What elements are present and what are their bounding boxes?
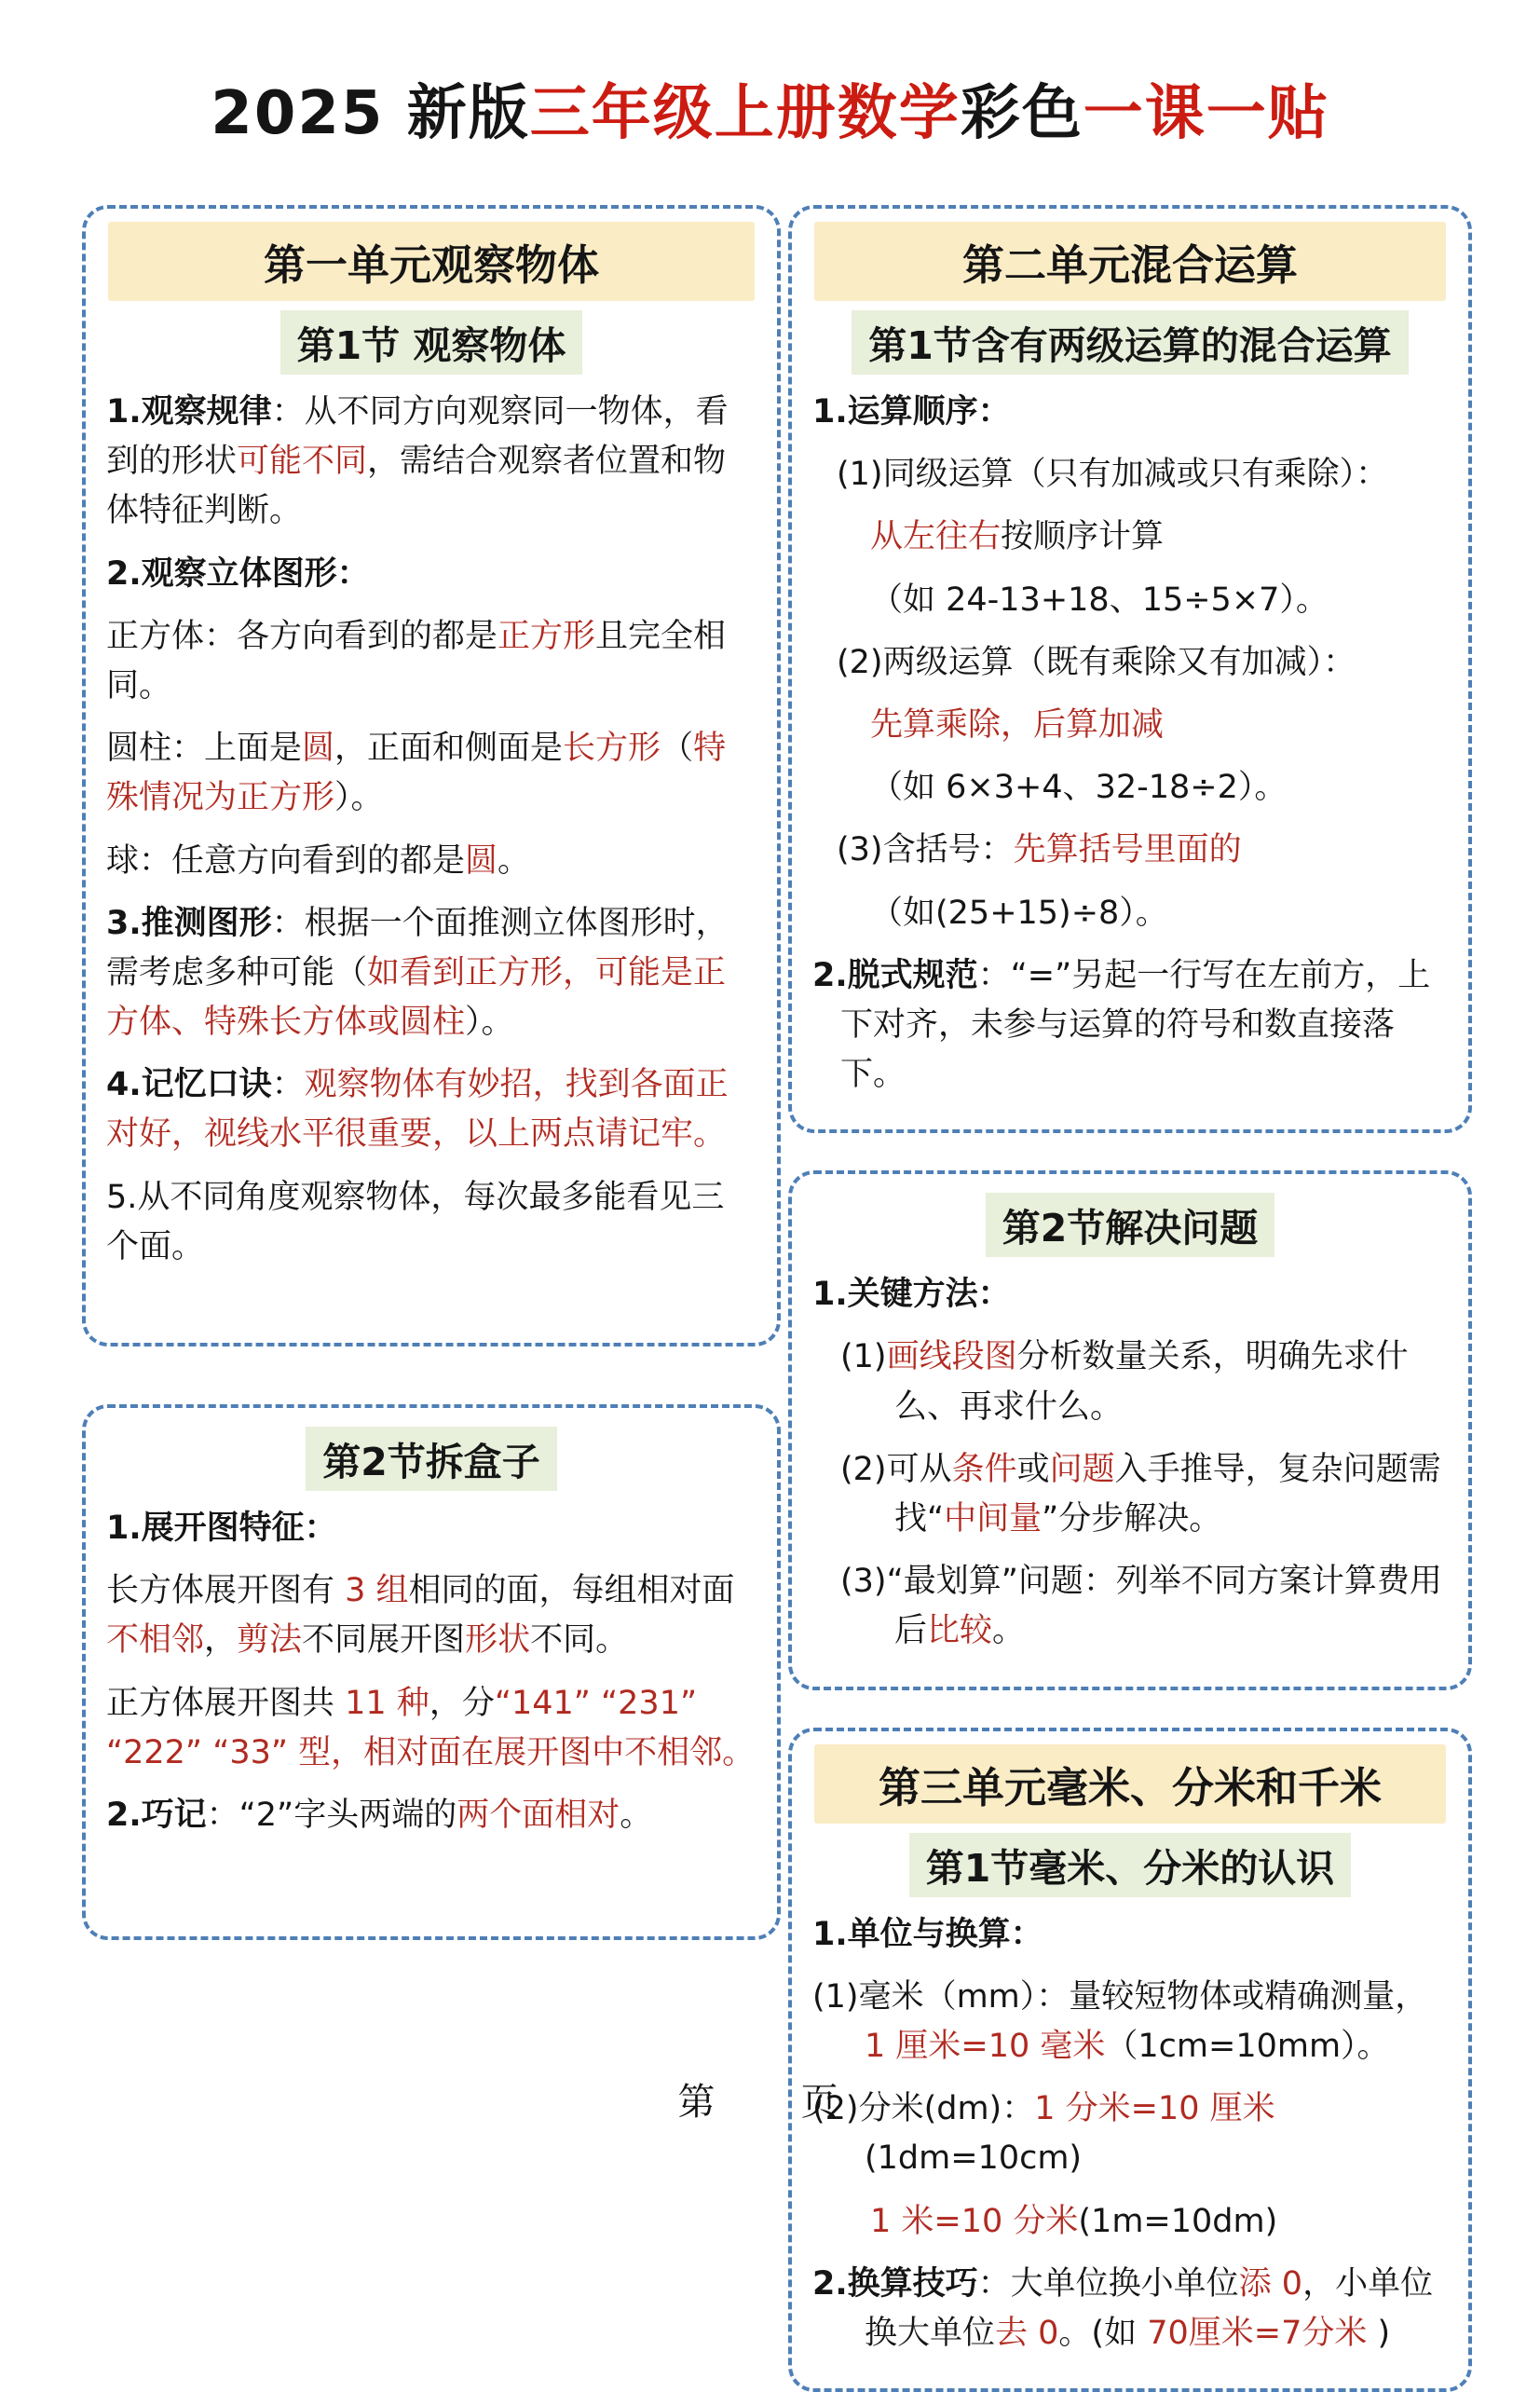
paragraph — [106, 1679, 756, 1778]
section-header-row — [106, 1427, 756, 1491]
text-run: (1m=10dm) — [1078, 2202, 1278, 2240]
text-run: 可能不同 — [237, 443, 368, 481]
paragraph — [106, 612, 756, 711]
paragraph — [812, 2197, 1448, 2247]
section-header: 第2节解决问题 — [986, 1193, 1275, 1257]
text-run: 1.单位与换算： — [812, 1915, 1043, 1953]
text-run: 1 分米=10 厘米 — [1034, 2090, 1275, 2128]
text-run: 。 — [620, 1796, 653, 1834]
text-run: ： — [271, 1066, 305, 1104]
text-run: 特殊情况为正方形 — [106, 730, 727, 817]
text-run: 彩色 — [960, 79, 1083, 148]
text-run: （如 24-13+18、15÷5×7）。 — [870, 581, 1329, 619]
unit-header: 第二单元混合运算 — [814, 222, 1446, 301]
paragraph — [812, 576, 1448, 625]
text-run: 1.观察规律 — [106, 393, 272, 431]
text-run: 11 种 — [345, 1684, 429, 1722]
paragraph — [812, 889, 1448, 938]
text-run: 2.脱式规范 — [812, 956, 978, 994]
paragraph — [106, 388, 756, 537]
text-run: 2.巧记 — [106, 1796, 207, 1834]
paragraph — [106, 837, 756, 886]
text-run: 圆 — [302, 730, 335, 768]
paragraph — [106, 550, 756, 599]
text-run: (1) — [840, 1338, 887, 1376]
text-run: 。(如 — [1058, 2314, 1148, 2352]
text-run: 1 厘米=10 毫米 — [865, 2027, 1106, 2065]
paragraph — [812, 1910, 1448, 1960]
text-run: 先算括号里面的 — [1013, 831, 1242, 869]
unit-box — [82, 205, 781, 1346]
left-column — [82, 205, 781, 1940]
text-run: (2)两级运算（既有乘除又有加减）： — [837, 643, 1356, 681]
text-run: ：根据一个面推测立体图形时，需考虑多种可能（ — [106, 904, 729, 991]
paragraph — [812, 826, 1448, 875]
text-run: 剪法 — [237, 1621, 303, 1660]
text-run: 问题 — [1049, 1450, 1115, 1488]
text-run: ）。 — [465, 1004, 514, 1042]
text-run: 中间量 — [944, 1500, 1043, 1538]
text-run: 去 0 — [995, 2314, 1059, 2352]
text-run: 。 — [497, 841, 531, 880]
text-run: (1)同级运算（只有加减或只有乘除）： — [837, 456, 1389, 494]
text-run: 分析数量关系，明确先求什么、再求什么。 — [894, 1338, 1409, 1426]
paragraph — [812, 1445, 1448, 1544]
text-run: ) — [1367, 2314, 1391, 2352]
text-run: 相同的面，每组相对面 — [408, 1572, 735, 1610]
text-run: 不相邻 — [106, 1621, 205, 1660]
text-run: ，需结合观察者位置和物体特征判断。 — [106, 443, 727, 530]
text-run: 1.展开图特征： — [106, 1510, 337, 1547]
text-run: 。 — [992, 1612, 1026, 1650]
unit-box — [788, 1170, 1472, 1689]
text-run: (2)可从 — [840, 1450, 952, 1488]
text-run: 球：任意方向看到的都是 — [106, 841, 466, 880]
section-header-row — [812, 1833, 1448, 1897]
text-run: 长方形 — [563, 730, 661, 768]
text-run: 正方体：各方向看到的都是 — [106, 617, 498, 655]
text-run: 5.从不同角度观察物体，每次最多能看见三个面。 — [106, 1178, 725, 1265]
text-run: 添 0 — [1238, 2264, 1303, 2303]
unit-box — [788, 205, 1472, 1133]
paragraph — [812, 450, 1448, 499]
text-run: (2)分米(dm)： — [812, 2090, 1035, 2128]
text-run: ：“2”字头两端的 — [206, 1796, 457, 1834]
section-header-row — [106, 310, 756, 375]
section-header-row — [812, 1193, 1448, 1257]
right-column — [788, 205, 1472, 2392]
paragraph — [812, 1973, 1448, 2071]
text-run: 3.推测图形 — [106, 904, 272, 942]
section-header: 第1节 观察物体 — [280, 310, 583, 375]
text-run: ：从不同方向观察同一物体，看到的形状 — [106, 393, 729, 481]
text-run: （1cm=10mm）。 — [1105, 2027, 1390, 2065]
paragraph — [812, 513, 1448, 562]
text-run: ，分 — [429, 1684, 495, 1722]
paragraph — [106, 1566, 756, 1665]
text-run: 两个面相对 — [457, 1796, 620, 1834]
text-run: ”分步解决。 — [1042, 1500, 1222, 1538]
text-run: 4.记忆口诀 — [106, 1066, 272, 1104]
paragraph — [812, 2260, 1448, 2358]
text-run: 从左往右 — [870, 518, 1002, 556]
unit-header: 第一单元观察物体 — [108, 222, 755, 301]
text-run: ， — [204, 1621, 238, 1660]
text-run: 一课一贴 — [1083, 79, 1329, 148]
text-run: 不同。 — [530, 1621, 629, 1660]
paragraph — [812, 951, 1448, 1100]
text-run: 画线段图 — [886, 1338, 1017, 1376]
text-run: 如看到正方形，可能是正方体、特殊长方体或圆柱 — [106, 953, 727, 1042]
text-run: 1 米=10 分米 — [870, 2202, 1079, 2240]
section-header: 第1节毫米、分米的认识 — [909, 1833, 1352, 1897]
text-run: 比较 — [927, 1612, 993, 1650]
text-run: (1dm=10cm) — [865, 2139, 1083, 2178]
text-run: 入手推导，复杂问题需找“ — [894, 1450, 1441, 1538]
text-run: 先算乘除，后算加减 — [870, 705, 1165, 744]
paragraph — [106, 1504, 756, 1553]
text-run: ）。 — [334, 779, 384, 817]
section-header-row — [812, 310, 1448, 375]
section-header: 第2节拆盒子 — [306, 1427, 557, 1491]
text-run: 圆 — [465, 841, 498, 880]
paragraph — [812, 1270, 1448, 1319]
text-run: 2.换算技巧 — [812, 2264, 978, 2303]
text-run: 2.观察立体图形： — [106, 554, 370, 593]
text-run: ：大单位换小单位 — [977, 2264, 1239, 2303]
paragraph — [106, 1791, 756, 1840]
text-run: （ — [661, 730, 694, 768]
text-run: 圆柱：上面是 — [106, 730, 303, 768]
text-run: 1.关键方法： — [812, 1276, 1011, 1314]
paragraph — [812, 388, 1448, 437]
text-run: 或 — [1016, 1450, 1050, 1488]
paragraph — [812, 763, 1448, 813]
page-title — [0, 65, 1540, 151]
text-run: 条件 — [951, 1450, 1017, 1488]
text-run: 长方体展开图有 — [106, 1572, 346, 1610]
text-run: (1)毫米（mm）：量较短物体或精确测量， — [812, 1977, 1428, 2016]
paragraph — [106, 724, 756, 823]
paragraph — [106, 1173, 756, 1272]
paragraph — [812, 638, 1448, 688]
paragraph — [106, 1060, 756, 1159]
unit-header: 第三单元毫米、分米和千米 — [814, 1744, 1446, 1824]
text-run: 3 组 — [345, 1572, 409, 1610]
page-footer: 第 页 — [677, 2081, 863, 2124]
text-run: 形状 — [465, 1621, 531, 1660]
paragraph — [812, 1333, 1448, 1431]
text-run: 2025 新版 — [211, 79, 530, 148]
text-run: “141” “231” “222” “33” 型，相对面在展开图中不相邻。 — [106, 1684, 756, 1771]
text-run: ，小单位换大单位 — [865, 2264, 1434, 2352]
unit-box — [82, 1404, 781, 1940]
unit-box — [788, 1728, 1472, 2392]
section-header: 第1节含有两级运算的混合运算 — [852, 310, 1409, 375]
text-run: ，正面和侧面是 — [334, 730, 564, 768]
text-run: (3)“最划算”问题：列举不同方案计算费用后 — [840, 1563, 1442, 1650]
text-run: 1.运算顺序： — [812, 393, 1011, 431]
paragraph — [812, 1557, 1448, 1656]
paragraph — [106, 899, 756, 1048]
text-run: 正方体展开图共 — [106, 1684, 346, 1722]
text-run: (3)含括号： — [837, 831, 1014, 869]
text-run: 按顺序计算 — [1001, 518, 1165, 556]
text-run: ：“=”另起一行写在左前方，上下对齐，未参与运算的符号和数直接落下。 — [840, 956, 1431, 1094]
text-run: 正方形 — [497, 617, 596, 655]
text-run: 观察物体有妙招，找到各面正对好，视线水平很重要，以上两点请记牢。 — [106, 1066, 729, 1154]
text-run: 且完全相同。 — [106, 617, 727, 704]
text-run: 70厘米=7分米 — [1147, 2314, 1368, 2352]
text-run: 不同展开图 — [302, 1621, 466, 1660]
text-run: （如(25+15)÷8）。 — [870, 894, 1168, 932]
paragraph — [812, 701, 1448, 750]
text-run: （如 6×3+4、32-18÷2）。 — [870, 769, 1288, 807]
text-run: 三年级上册数学 — [529, 79, 961, 148]
